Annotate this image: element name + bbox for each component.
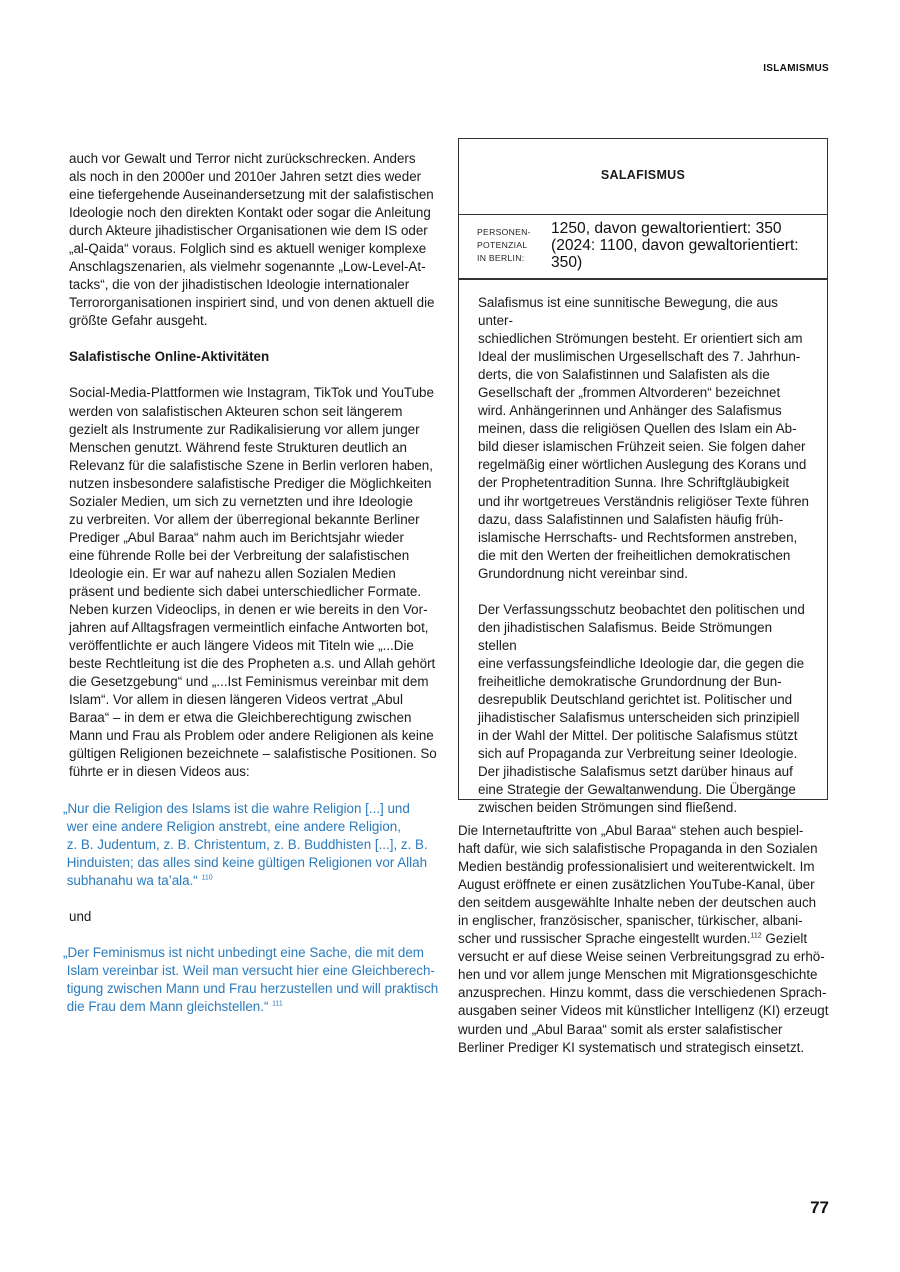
person-potential-row	[458, 214, 828, 280]
intro-paragraph: auch vor Gewalt und Terror nicht zurückschrecken. Anders als noch in den 2000er und 2010er Jahren setzt dies weder eine tiefergehende Auseinandersetzung mit der salafistischen Ideologie noch den direkten Kontakt oder sogar die Anleitung durch Akteure jihadistischer Organisationen wie dem IS oder „al-Qaida“ voraus. Folglich sind es aktuell weniger komplexe Anschlagszenarien, als vielmehr sogenannte „Low-Level-At- tacks“, die von der jihadistischen Ideologie internationaler Terrororganisationen inspiriert sind, und von denen aktuell die größte Gefahr ausgeht.	[69, 151, 435, 329]
right-column	[458, 822, 830, 1057]
quote-religion: „Nur die Religion des Islams ist die wahre Religion [...] und wer eine andere Religion anstrebt, eine andere Religion, z. B. Judentum, z. B. Christentum, z. B. Buddhisten [...], z. B. Hinduisten; das alles sind keine gültigen Religionen vor Allah subhanahu wa ta’ala.“ $^{110}$	[63, 800, 428, 888]
connector-text: und	[69, 908, 92, 924]
box-paragraph: Der Verfassungsschutz beobachtet den politischen und den jihadistischen Salafismus. Beide Strömungen stellen eine verfassungsfeindliche Ideologie dar, die gegen die freiheitliche demokratische Grundordnung der Bun- desrepublik Deutschland gerichtet ist. Politischer und jihadistischer Salafismus unterscheiden sich prinzipiell in der Wahl der Mittel. Der politische Salafismus stützt sich auf Propaganda zur Verbreitung seiner Ideologie. Der jihadistische Salafismus setzt darüber hinaus auf eine Strategie der Gewaltanwendung. Die Übergänge zwischen beiden Strömungen sind fließend.	[478, 601, 805, 816]
box-title: SALAFISMUS	[600, 168, 686, 182]
left-column	[63, 150, 441, 1016]
stat-value: 1250, davon gewaltorientiert: 350 (2024: 1100, davon gewaltorientiert: 350)	[551, 220, 799, 272]
footnote-ref: 112	[750, 932, 762, 940]
stat-label: PERSONEN- POTENZIAL IN BERLIN:	[477, 227, 531, 263]
box-paragraph: Salafismus ist eine sunnitische Bewegung, die aus unter- schiedlichen Strömungen besteht. Er orientiert sich am Ideal der muslimischen Urgesellschaft des 7. Jahrhun- derts, die von Salafistinnen und Salafisten als die Gesellschaft der „frommen Altvorderen“ bezeichnet wird. Anhängerinnen und Anhänger des Salafismus meinen, dass die religiösen Quellen des Islam ein Ab- bild dieser islamischen Frühzeit seien. Sie folgen daher regelmäßig einer wörtlichen Auslegung des Korans und der Prophetentradition Sunna. Ihre Schriftgläubigkeit und ihr wortgetreues Verständnis religiöser Texte führen dazu, dass Salafistinnen und Salafisten häufig früh- islamische Herrschafts- und Rechtsformen anstreben, die mit den Werten der freiheitlichen demokratischen Grundordnung nicht vereinbar sind.	[478, 295, 809, 581]
footnote-ref: 111	[272, 1000, 283, 1008]
page-number: 77	[810, 1198, 829, 1217]
section-heading: Salafistische Online-Aktivitäten	[69, 349, 270, 365]
salafismus-info-box	[458, 138, 828, 816]
quote-feminism: „Der Feminismus ist nicht unbedingt eine Sache, die mit dem Islam vereinbar ist. Weil man versucht hier eine Gleichberech- tigung zwischen Mann und Frau herzustellen und will praktisch die Frau dem Mann gleichstellen.“ $^{111}$	[63, 944, 439, 1014]
body-paragraph: Social-Media-Plattformen wie Instagram, TikTok und YouTube werden von salafistischen Akteuren schon seit längerem gezielt als Instrumente zur Radikalisierung vor allem junger Menschen genutzt. Während feste Strukturen deutlich an Relevanz für die salafistische Szene in Berlin verloren haben, nutzen insbesondere salafistische Prediger die Möglichkeiten Sozialer Medien, um sich zu vernetzten und ihre Ideologie zu verbreiten. Vor allem der überregional bekannte Berliner Prediger „Abul Baraa“ nahm auch im Berichtsjahr wieder eine führende Rolle bei der Verbreitung der salafistischen Ideologie ein. Er war auf nahezu allen Sozialen Medien präsent und bediente sich dabei unterschiedlicher Formate. Neben kurzen Videoclips, in denen er wie bereits in den Vor- jahren auf Alltagsfragen vermeintlich einfache Antworten bot, veröffentlichte er auch längere Videos mit Titeln wie „...Die beste Rechtleitung ist die des Propheten a.s. und Allah gehört die Gesetzgebung“ und „...Ist Feminismus vereinbar mit dem Islam“. Vor allem in diesen längeren Videos vertrat „Abul Baraa“ – in dem er etwa die Gleichberechtigung zwischen Mann und Frau als Problem oder andere Religionen als keine gültigen Religionen bezeichnete – salafistische Positionen. So führte er in diesen Videos aus:	[69, 385, 437, 780]
section-header: ISLAMISMUS	[763, 63, 829, 74]
footnote-ref: 110	[201, 874, 213, 882]
body-paragraph: Die Internetauftritte von „Abul Baraa“ stehen auch bespiel- haft dafür, wie sich salafistische Propaganda in den Sozialen Medien beständig professionalisiert und weiterentwickelt. Im August eröffnete er einen zusätzlichen YouTube-Kanal, über den seitdem ausgewählte Inhalte neben der deutschen auch in englischer, französischer, spanischer, türkischer, albani- scher und russischer Sprache eingestellt wurden.$^{112}$ Gezielt versucht er auf diese Weise seinen Verbreitungsgrad zu erhö- hen und vor allem junge Menschen mit Migrationsgeschichte anzusprechen. Hinzu kommt, dass die verschiedenen Sprach- ausgaben seiner Videos mit künstlicher Intelligenz (KI) erzeugt wurden und „Abul Baraa“ somit als erster salafistischer Berliner Prediger KI systematisch und strategisch einsetzt.	[458, 823, 829, 1055]
box-body	[478, 294, 813, 817]
